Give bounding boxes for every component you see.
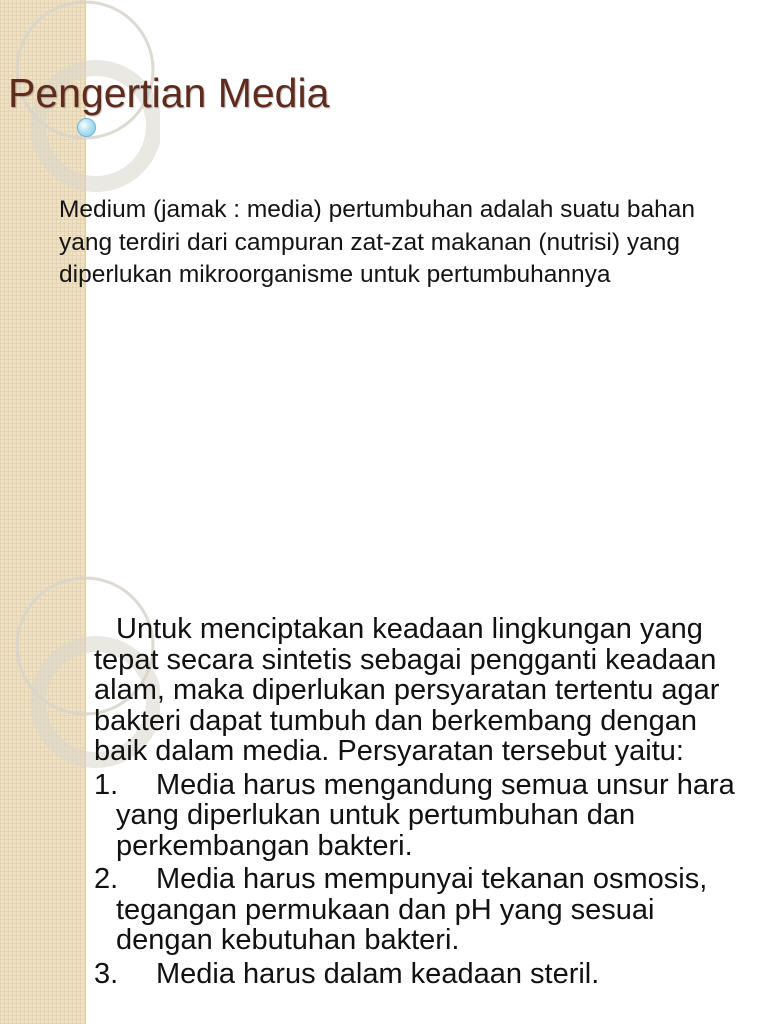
list-item-number: 2.: [94, 863, 119, 895]
requirements-list: [94, 770, 744, 990]
list-item: [94, 864, 744, 956]
list-item-number: 3.: [94, 957, 119, 990]
slide-2: [0, 576, 768, 1024]
definition-paragraph: Medium (jamak : media) pertumbuhan adalah suatu bahan yang terdiri dari campuran zat-zat makanan (nutrisi) yang diperlukan mikroorganisme untuk pertumbuhannya: [59, 196, 696, 288]
slide-title: Pengertian Media: [8, 70, 330, 116]
intro-paragraph: Untuk menciptakan keadaan lingkungan yang tepat secara sintetis sebagai pengganti keadaan alam, maka diperlukan persyaratan tertentu agar bakteri dapat tumbuh dan berkembang dengan baik dalam media. Persyaratan tersebut yaitu:: [94, 613, 720, 767]
title-bullet-dot: [77, 118, 96, 137]
list-item-text: Media harus dalam keadaan steril.: [156, 957, 600, 990]
list-item: [94, 959, 744, 990]
list-item-text: Media harus mengandung semua unsur hara yang diperlukan untuk pertumbuhan dan perkembangan bakteri.: [116, 768, 735, 862]
requirements-text-block: [94, 614, 744, 992]
list-item-number: 1.: [94, 768, 119, 801]
list-item-text: Media harus mempunyai tekanan osmosis, tegangan permukaan dan pH yang sesuai dengan kebutuhan bakteri.: [116, 863, 708, 956]
list-item: [94, 770, 744, 862]
